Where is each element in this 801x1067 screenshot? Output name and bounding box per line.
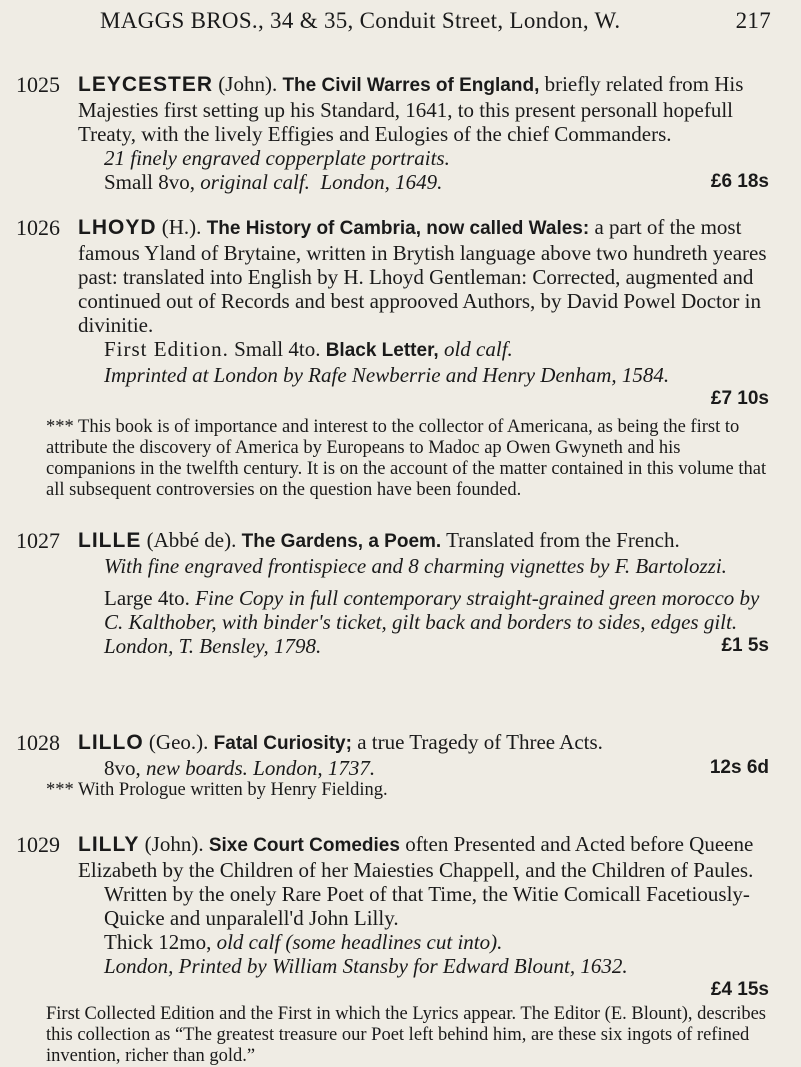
entry-description: a true Tragedy of Three Acts. xyxy=(351,730,603,754)
lot-number: 1029 xyxy=(16,832,60,857)
catalogue-entry xyxy=(0,730,801,801)
entry-imprint: London, 1737. xyxy=(247,756,376,780)
entry-body xyxy=(78,72,769,194)
entry-price-line xyxy=(78,387,769,411)
entry-format: Large 4to. xyxy=(104,586,196,610)
entry-imprint: London, Printed by William Stansby for Edward Blount, 1632. xyxy=(104,954,628,978)
entry-price: £1 5s xyxy=(721,635,769,656)
entry-format-line xyxy=(78,337,769,363)
entry-title: Sixe Court Comedies xyxy=(208,835,400,856)
entry-description: Translated from the French. xyxy=(441,528,680,552)
entry-black-letter: Black Letter, xyxy=(325,340,439,361)
catalogue-entry xyxy=(0,528,801,658)
running-head xyxy=(100,8,771,34)
entry-format: Small 4to. xyxy=(228,337,326,361)
entry-illustrations: 21 finely engraved copperplate portraits. xyxy=(104,146,450,170)
entry-author-rest: (Abbé de). xyxy=(141,528,237,552)
entry-note: *** With Prologue written by Henry Fielding. xyxy=(46,780,388,800)
entry-illustrations: With fine engraved frontispiece and 8 charming vignettes by F. Bartolozzi. xyxy=(104,554,727,578)
entry-imprint-line xyxy=(78,363,769,387)
entry-price: 12s 6d xyxy=(709,757,769,778)
entry-format-line xyxy=(78,930,769,954)
catalogue-entry xyxy=(0,832,801,1067)
entry-edition: First Edition. xyxy=(104,337,229,361)
catalogue-entry xyxy=(0,72,801,194)
entry-imprint: London, T. Bensley, 1798. xyxy=(104,634,322,658)
entry-format-line xyxy=(78,586,769,658)
entry-description2: Written by the onely Rare Poet of that Time, the Witie Comicall Facetiously-Quicke and unparalell'd John Lilly. xyxy=(104,882,750,930)
entry-body xyxy=(78,528,769,658)
entry-binding: new boards. xyxy=(146,756,248,780)
entry-author-rest: (John). xyxy=(213,72,278,96)
entry-title: The History of Cambria, now called Wales: xyxy=(206,218,590,239)
running-head-text: MAGGS BROS., 34 & 35, Conduit Street, London, W. xyxy=(100,8,621,33)
entry-description: often Presented and Acted before Queene Elizabeth by the Children of her Maiesties Chappell, and the Children of Paules. xyxy=(78,832,754,882)
entry-body xyxy=(78,832,769,1002)
entry-binding: old calf (some headlines cut into). xyxy=(216,930,503,954)
entry-format-line xyxy=(78,170,769,194)
entry-imprint: London, 1649. xyxy=(320,170,443,194)
entry-body xyxy=(78,215,769,411)
entry-format: 8vo, xyxy=(104,756,146,780)
entry-price-line xyxy=(78,978,769,1002)
lot-number: 1025 xyxy=(16,72,60,97)
entry-author: LEYCESTER xyxy=(78,73,214,96)
entry-body xyxy=(46,730,769,801)
entry-author-rest: (Geo.). xyxy=(143,730,209,754)
entry-author: LILLO xyxy=(78,731,144,754)
page-number: 217 xyxy=(735,8,771,33)
entry-note: First Collected Edition and the First in which the Lyrics appear. The Editor (E. Blount), describes this collection as “The greatest treasure our Poet left behind him, are these six ingots of refined invention, richer than gold.” xyxy=(46,1004,766,1066)
entry-author: LILLE xyxy=(78,529,142,552)
catalogue-entry xyxy=(0,215,801,501)
entry-author-rest: (John). xyxy=(139,832,204,856)
entry-binding: old calf. xyxy=(438,337,513,361)
entry-price: £6 18s xyxy=(710,171,769,192)
lot-number: 1027 xyxy=(16,528,60,553)
entry-illustrations-line xyxy=(78,146,769,170)
entry-description: a part of the most famous Yland of Brytaine, written in Brytish language above two hundreth yeares past: translated into English by H. Lhoyd Gentleman: Corrected, augmented and continued out of Records and best approoved Authors, by David Powel Doctor in divinitie. xyxy=(78,215,767,337)
entry-author: LILLY xyxy=(78,833,140,856)
entry-format-line xyxy=(78,756,769,780)
entry-format: Thick 12mo, xyxy=(104,930,217,954)
entry-title: The Civil Warres of England, xyxy=(282,75,540,96)
entry-imprint: Imprinted at London by Rafe Newberrie and Henry Denham, 1584. xyxy=(104,363,670,387)
entry-imprint-line xyxy=(78,954,769,978)
entry-price: £4 15s xyxy=(710,979,769,1000)
entry-illustrations-line xyxy=(78,554,769,578)
entry-binding: original calf. xyxy=(200,170,310,194)
entry-title: Fatal Curiosity; xyxy=(213,733,352,754)
entry-title: The Gardens, a Poem. xyxy=(241,531,442,552)
entry-description: briefly related from His Majesties first setting up his Standard, 1641, to this present personall hopefull Treaty, with the lively Effigies and Eulogies of the chief Commanders. xyxy=(78,72,744,146)
lot-number: 1028 xyxy=(16,730,60,755)
entry-author-rest: (H.). xyxy=(156,215,202,239)
entry-price: £7 10s xyxy=(710,388,769,409)
entry-binding: Fine Copy in full contemporary straight-grained green morocco by C. Kalthober, with binder's ticket, gilt back and borders to sides, edges gilt. xyxy=(104,586,760,634)
lot-number: 1026 xyxy=(16,215,60,240)
entry-note: *** This book is of importance and interest to the collector of Americana, as being the first to attribute the discovery of America by Europeans to Madoc ap Owen Gwyneth and his companions in the twelfth century. It is on the account of the matter contained in this volume that all subsequent controversies on the question have been founded. xyxy=(46,417,767,500)
entry-format: Small 8vo, xyxy=(104,170,201,194)
entry-author: LHOYD xyxy=(78,216,157,239)
